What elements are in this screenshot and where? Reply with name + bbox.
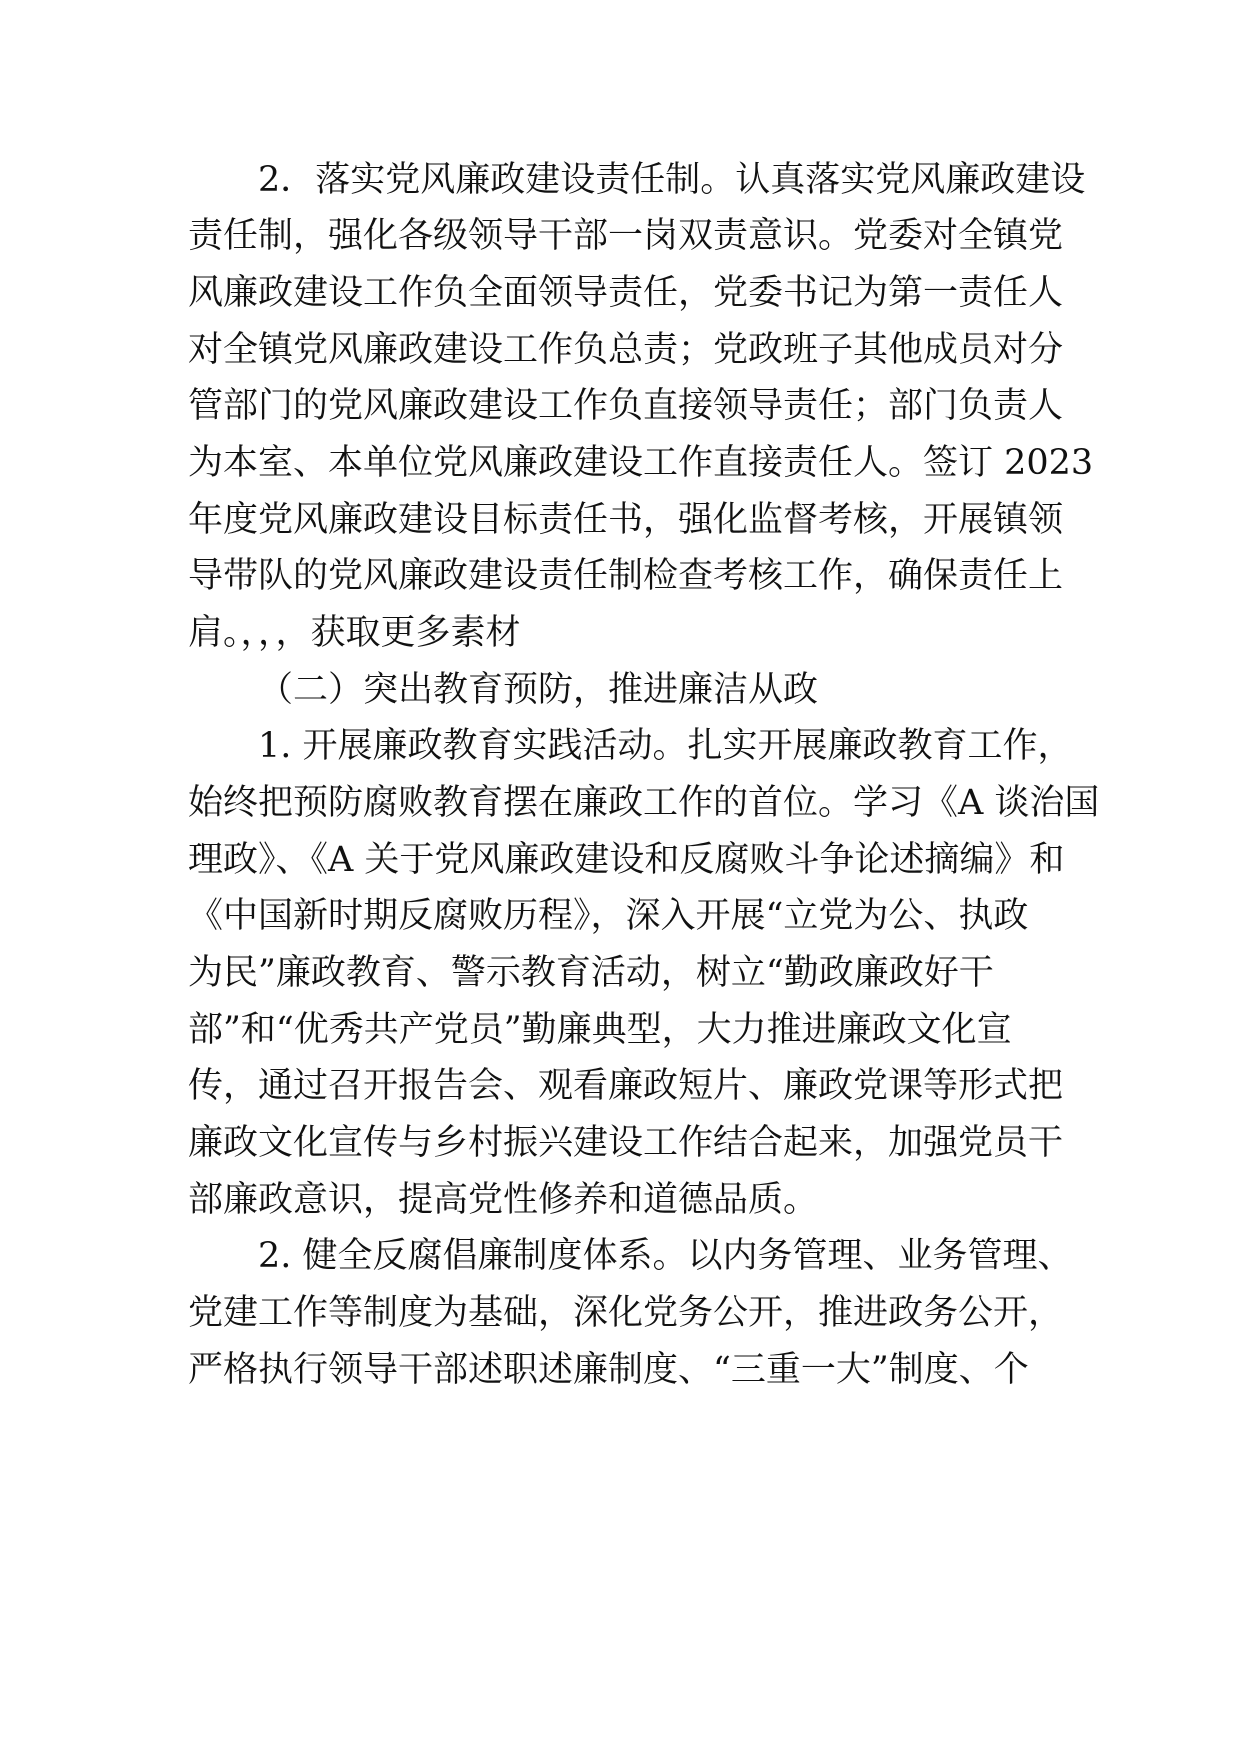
paragraph-line-18: 部廉政意识，提高党性修养和道德品质。 (188, 1180, 819, 1220)
paragraph-line-8: 导带队的党风廉政建设责任制检查考核工作，确保责任上 (188, 556, 1064, 596)
paragraph-line-12: 理政》、《A 关于党风廉政建设和反腐败斗争论述摘编》和 (188, 840, 1065, 880)
paragraph-line-4: 对全镇党风廉政建设工作负总责；党政班子其他成员对分 (188, 330, 1064, 370)
paragraph-line-9: 肩。，，，获取更多素材 (188, 613, 521, 653)
paragraph-line-11: 始终把预防腐败教育摆在廉政工作的首位。学习《A 谈治国 (188, 783, 1100, 823)
paragraph-line-2: 责任制，强化各级领导干部一岗双责意识。党委对全镇党 (188, 216, 1064, 256)
paragraph-line-15: 部”和“优秀共产党员”勤廉典型，大力推进廉政文化宣 (188, 1010, 1012, 1050)
paragraph-line-5: 管部门的党风廉政建设工作负直接领导责任；部门负责人 (188, 386, 1064, 426)
paragraph-line-13: 《中国新时期反腐败历程》，深入开展“立党为公、执政 (188, 896, 1029, 936)
paragraph-line-7: 年度党风廉政建设目标责任书，强化监督考核，开展镇领 (188, 500, 1064, 540)
paragraph-line-3: 风廉政建设工作负全面领导责任，党委书记为第一责任人 (188, 273, 1064, 313)
paragraph-line-1: 2．落实党风廉政建设责任制。认真落实党风廉政建设 (258, 160, 1086, 200)
paragraph-line-20: 党建工作等制度为基础，深化党务公开，推进政务公开， (188, 1293, 1064, 1333)
paragraph-line-16: 传，通过召开报告会、观看廉政短片、廉政党课等形式把 (188, 1066, 1064, 1106)
paragraph-line-10: 1. 开展廉政教育实践活动。扎实开展廉政教育工作， (258, 726, 1073, 766)
paragraph-line-17: 廉政文化宣传与乡村振兴建设工作结合起来，加强党员干 (188, 1123, 1064, 1163)
paragraph-line-6: 为本室、本单位党风廉政建设工作直接责任人。签订 2023 (188, 443, 1094, 483)
paragraph-line-19: 2. 健全反腐倡廉制度体系。以内务管理、业务管理、 (258, 1236, 1073, 1276)
paragraph-line-14: 为民”廉政教育、警示教育活动，树立“勤政廉政好干 (188, 953, 994, 993)
section-heading: （二）突出教育预防，推进廉洁从政 (258, 670, 819, 710)
paragraph-line-21: 严格执行领导干部述职述廉制度、“三重一大”制度、个 (188, 1350, 1029, 1390)
